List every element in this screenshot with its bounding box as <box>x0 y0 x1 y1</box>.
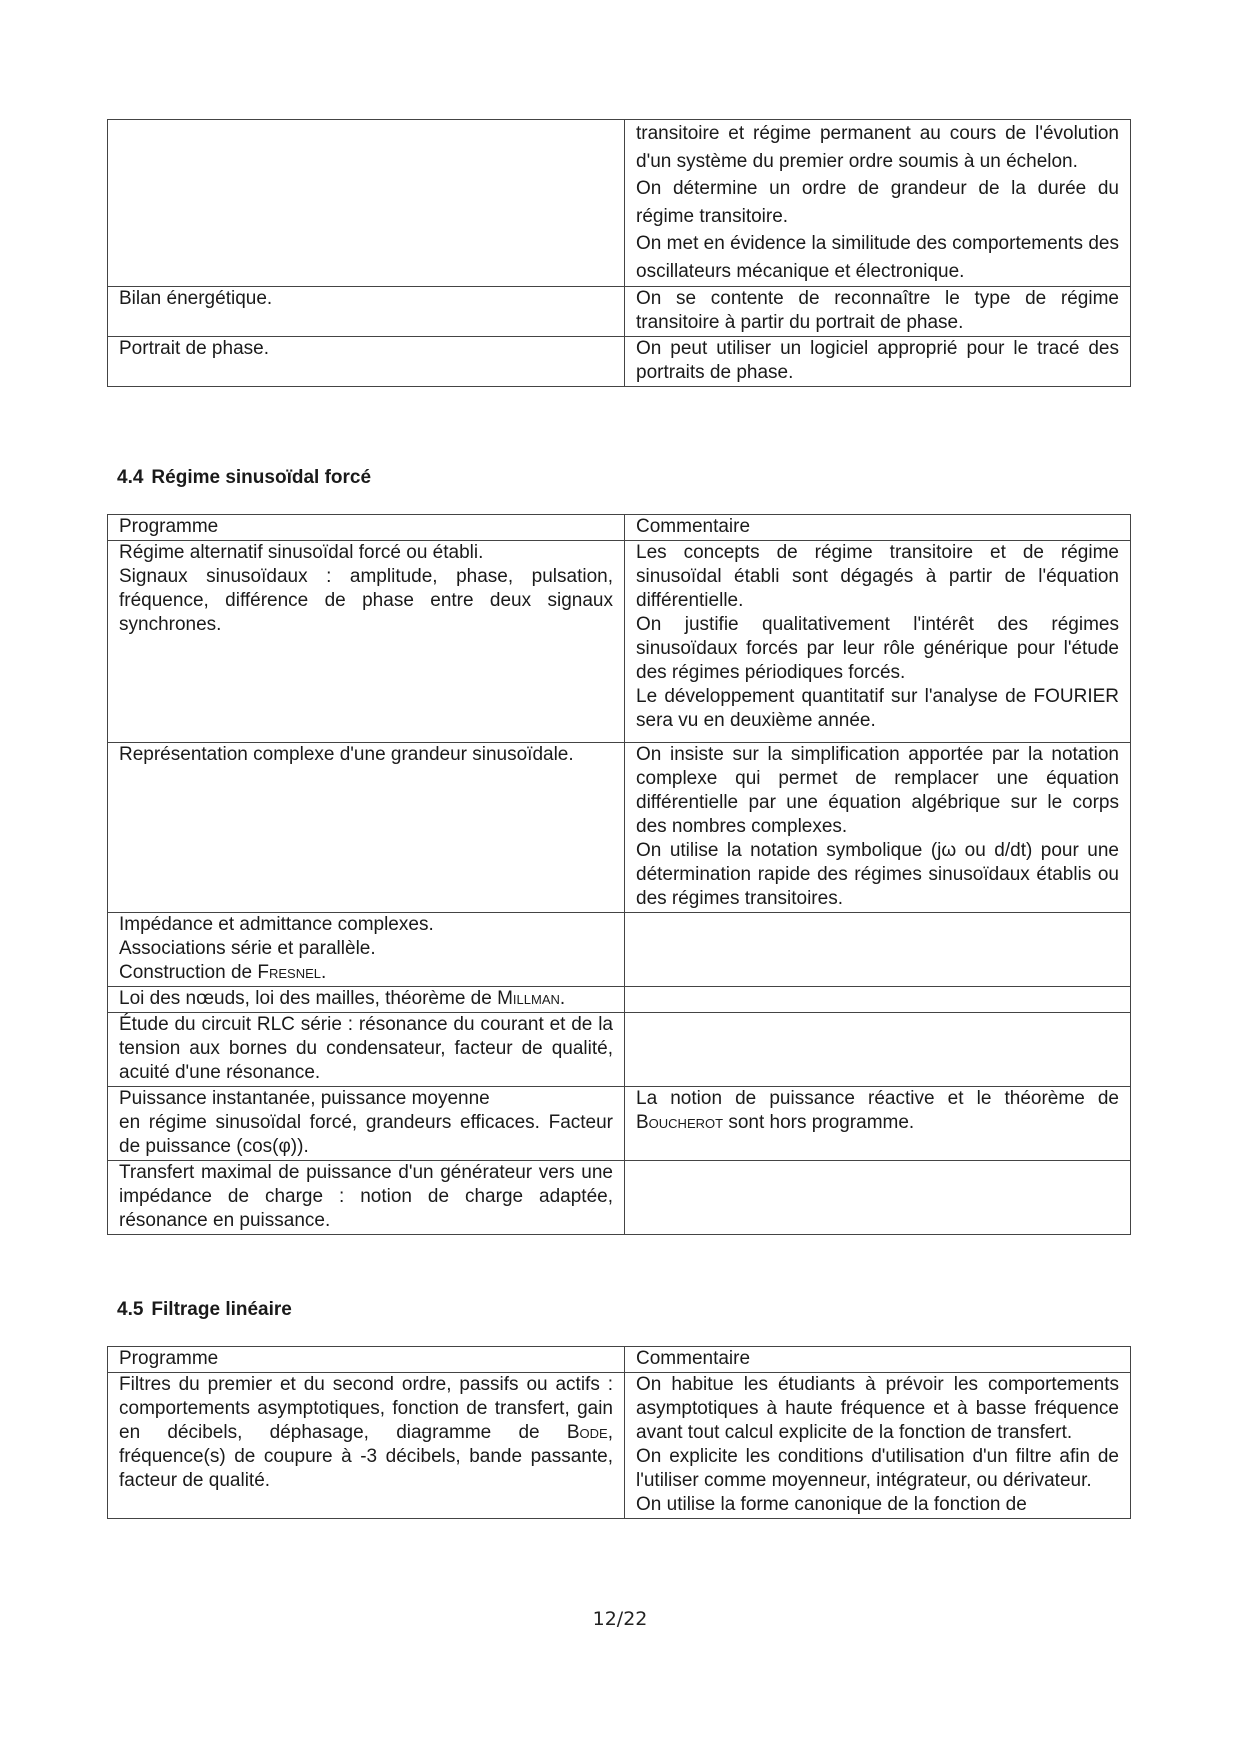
commentaire-cell <box>625 1161 1131 1235</box>
programme-cell <box>108 987 625 1013</box>
commentaire-text: On utilise la notation symbolique (jω ou d/dt) pour une détermination rapide des régimes sinusoïdaux établis ou des régimes transitoires. <box>636 840 1119 909</box>
programme-text: Transfert maximal de puissance d'un générateur vers une impédance de charge : notion de charge adaptée, résonance en puissance. <box>119 1162 613 1231</box>
table-row <box>108 541 1131 743</box>
programme-cell <box>108 287 625 337</box>
programme-text: Portrait de phase. <box>119 338 269 359</box>
commentaire-text: transitoire et régime permanent au cours de l'évolution d'un système du premier ordre soumis à un échelon. <box>636 123 1119 172</box>
programme-text: Filtres du premier et du second ordre, passifs ou actifs : comportements asymptotiques, fonction de transfert, gain en décibels, déphasage, diagramme de Bode, fréquence(s) de coupure à -3 décibels, bande passante, facteur de qualité. <box>119 1374 613 1491</box>
commentaire-text: On utilise la forme canonique de la fonction de <box>636 1494 1027 1515</box>
commentaire-text: Le développement quantitatif sur l'analyse de FOURIER sera vu en deuxième année. <box>636 686 1119 731</box>
commentaire-text: On met en évidence la similitude des comportements des oscillateurs mécanique et électronique. <box>636 233 1119 282</box>
programme-cell <box>108 743 625 913</box>
programme-text: Bilan énergétique. <box>119 288 273 309</box>
commentaire-cell <box>625 1373 1131 1519</box>
table-continuation <box>107 119 1131 387</box>
programme-text: en régime sinusoïdal forcé, grandeurs efficaces. Facteur de puissance (cos(φ)). <box>119 1112 613 1157</box>
header-programme: Programme <box>108 1347 625 1373</box>
programme-text: Impédance et admittance complexes. <box>119 914 434 935</box>
table-regime-sinusoidal <box>107 514 1131 1235</box>
commentaire-cell <box>625 987 1131 1013</box>
programme-text: Régime alternatif sinusoïdal forcé ou établi. <box>119 542 484 563</box>
table-row <box>108 913 1131 987</box>
commentaire-text: Les concepts de régime transitoire et de régime sinusoïdal établi sont dégagés à partir de l'équation différentielle. <box>636 542 1119 611</box>
programme-text: Étude du circuit RLC série : résonance du courant et de la tension aux bornes du condensateur, facteur de qualité, acuité d'une résonance. <box>119 1014 613 1083</box>
programme-cell <box>108 541 625 743</box>
programme-text: Puissance instantanée, puissance moyenne <box>119 1088 490 1109</box>
table-row <box>108 287 1131 337</box>
table-row <box>108 1013 1131 1087</box>
programme-cell <box>108 337 625 387</box>
programme-text: Loi des nœuds, loi des mailles, théorème de Millman. <box>119 988 566 1009</box>
table-header-row <box>108 515 1131 541</box>
table-row <box>108 743 1131 913</box>
table-row <box>108 1087 1131 1161</box>
programme-cell <box>108 1087 625 1161</box>
section-number: 4.5 <box>117 1299 144 1320</box>
commentaire-text: On insiste sur la simplification apportée par la notation complexe qui permet de remplacer une équation différentielle par une équation algébrique sur le corps des nombres complexes. <box>636 744 1119 837</box>
commentaire-cell <box>625 120 1131 287</box>
programme-text: Représentation complexe d'une grandeur sinusoïdale. <box>119 744 574 765</box>
commentaire-text: On habitue les étudiants à prévoir les comportements asymptotiques à haute fréquence et à basse fréquence avant tout calcul explicite de la fonction de transfert. <box>636 1374 1119 1443</box>
table-filtrage-lineaire <box>107 1346 1131 1519</box>
section-number: 4.4 <box>117 467 144 488</box>
commentaire-text: La notion de puissance réactive et le théorème de Boucherot sont hors programme. <box>636 1088 1119 1133</box>
commentaire-text: On explicite les conditions d'utilisation d'un filtre afin de l'utiliser comme moyenneur, intégrateur, ou dérivateur. <box>636 1446 1119 1491</box>
section-heading-4-4 <box>117 466 371 490</box>
table-row <box>108 1161 1131 1235</box>
table-row <box>108 337 1131 387</box>
commentaire-text: On justifie qualitativement l'intérêt des régimes sinusoïdaux forcés par leur rôle générique pour l'étude des régimes périodiques forcés. <box>636 614 1119 683</box>
programme-cell <box>108 1161 625 1235</box>
programme-cell <box>108 1373 625 1519</box>
header-commentaire: Commentaire <box>625 515 1131 541</box>
programme-text: Signaux sinusoïdaux : amplitude, phase, pulsation, fréquence, différence de phase entre deux signaux synchrones. <box>119 566 613 635</box>
programme-cell <box>108 913 625 987</box>
programme-text: Associations série et parallèle. <box>119 938 376 959</box>
programme-text: Construction de Fresnel. <box>119 962 327 983</box>
commentaire-cell <box>625 743 1131 913</box>
table-row <box>108 120 1131 287</box>
commentaire-cell <box>625 1087 1131 1161</box>
commentaire-cell <box>625 337 1131 387</box>
commentaire-cell <box>625 913 1131 987</box>
header-programme: Programme <box>108 515 625 541</box>
section-title: Régime sinusoïdal forcé <box>151 467 372 488</box>
section-title: Filtrage linéaire <box>151 1299 292 1320</box>
table-row <box>108 1373 1131 1519</box>
commentaire-text: On peut utiliser un logiciel approprié pour le tracé des portraits de phase. <box>636 338 1119 383</box>
programme-cell <box>108 1013 625 1087</box>
commentaire-cell <box>625 541 1131 743</box>
table-header-row <box>108 1347 1131 1373</box>
programme-cell <box>108 120 625 287</box>
commentaire-text: On se contente de reconnaître le type de régime transitoire à partir du portrait de phase. <box>636 288 1119 333</box>
commentaire-text: On détermine un ordre de grandeur de la durée du régime transitoire. <box>636 178 1119 227</box>
section-heading-4-5 <box>117 1298 292 1322</box>
commentaire-cell <box>625 1013 1131 1087</box>
page-number: 12/22 <box>592 1608 648 1630</box>
header-commentaire: Commentaire <box>625 1347 1131 1373</box>
commentaire-cell <box>625 287 1131 337</box>
table-row <box>108 987 1131 1013</box>
